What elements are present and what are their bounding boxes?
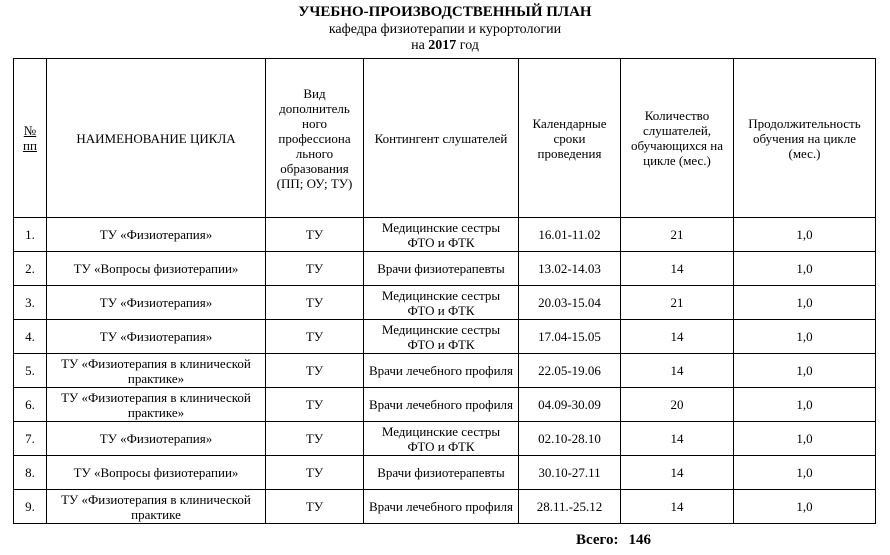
row-number-cell: 6. <box>14 388 47 422</box>
col-header-type: Вид дополнитель ного профессиона льного образования (ПП; ОУ; ТУ) <box>266 59 364 218</box>
calendar-dates-cell: 02.10-28.10 <box>519 422 621 456</box>
training-duration-cell: 1,0 <box>734 422 876 456</box>
contingent-cell: Врачи физиотерапевты <box>364 252 519 286</box>
calendar-dates-cell: 04.09-30.09 <box>519 388 621 422</box>
contingent-cell: Врачи лечебного профиля <box>364 490 519 524</box>
row-number-cell: 7. <box>14 422 47 456</box>
row-number-cell: 4. <box>14 320 47 354</box>
calendar-dates-cell: 20.03-15.04 <box>519 286 621 320</box>
table-row <box>14 422 876 456</box>
cycle-name-cell: ТУ «Вопросы физиотерапии» <box>47 456 266 490</box>
table-row <box>14 320 876 354</box>
contingent-cell: Врачи физиотерапевты <box>364 456 519 490</box>
training-duration-cell: 1,0 <box>734 320 876 354</box>
row-number-cell: 2. <box>14 252 47 286</box>
cycle-name-cell: ТУ «Физиотерапия в клинической практике» <box>47 354 266 388</box>
listener-count-cell: 14 <box>621 320 734 354</box>
listener-count-cell: 14 <box>621 422 734 456</box>
table-header-row <box>14 59 876 218</box>
education-type-cell: ТУ <box>266 252 364 286</box>
calendar-dates-cell: 16.01-11.02 <box>519 218 621 252</box>
education-type-cell: ТУ <box>266 388 364 422</box>
listener-count-cell: 14 <box>621 354 734 388</box>
table-row <box>14 218 876 252</box>
cycle-name-cell: ТУ «Физиотерапия в клинической практике» <box>47 388 266 422</box>
cycle-name-cell: ТУ «Физиотерапия» <box>47 286 266 320</box>
training-duration-cell: 1,0 <box>734 388 876 422</box>
row-number-cell: 9. <box>14 490 47 524</box>
contingent-cell: Медицинские сестры ФТО и ФТК <box>364 422 519 456</box>
listener-count-cell: 14 <box>621 456 734 490</box>
cycle-name-cell: ТУ «Физиотерапия» <box>47 422 266 456</box>
col-header-number-abbr: пп <box>23 138 37 153</box>
education-type-cell: ТУ <box>266 422 364 456</box>
listener-count-cell: 20 <box>621 388 734 422</box>
year-prefix: на <box>411 38 429 53</box>
col-header-number <box>14 59 47 218</box>
table-row <box>14 252 876 286</box>
total-label: Всего: <box>576 532 619 548</box>
row-number-cell: 3. <box>14 286 47 320</box>
listener-count-cell: 21 <box>621 218 734 252</box>
total-line <box>576 531 651 549</box>
contingent-cell: Медицинские сестры ФТО и ФТК <box>364 218 519 252</box>
training-duration-cell: 1,0 <box>734 456 876 490</box>
table-row <box>14 490 876 524</box>
department-subtitle: кафедра физиотерапии и курортологии <box>328 22 562 37</box>
calendar-dates-cell: 17.04-15.05 <box>519 320 621 354</box>
training-duration-cell: 1,0 <box>734 490 876 524</box>
table-row <box>14 456 876 490</box>
year-suffix: год <box>456 38 479 53</box>
col-header-dates: Календарные сроки проведения <box>519 59 621 218</box>
listener-count-cell: 14 <box>621 490 734 524</box>
table-row <box>14 354 876 388</box>
training-duration-cell: 1,0 <box>734 252 876 286</box>
row-number-cell: 8. <box>14 456 47 490</box>
contingent-cell: Медицинские сестры ФТО и ФТК <box>364 320 519 354</box>
contingent-cell: Врачи лечебного профиля <box>364 354 519 388</box>
listener-count-cell: 14 <box>621 252 734 286</box>
education-type-cell: ТУ <box>266 286 364 320</box>
row-number-cell: 5. <box>14 354 47 388</box>
education-type-cell: ТУ <box>266 320 364 354</box>
education-type-cell: ТУ <box>266 456 364 490</box>
training-duration-cell: 1,0 <box>734 354 876 388</box>
col-header-count: Количество слушателей, обучающихся на цикле (мес.) <box>621 59 734 218</box>
table-row <box>14 286 876 320</box>
plan-table-body <box>14 218 876 524</box>
calendar-dates-cell: 30.10-27.11 <box>519 456 621 490</box>
col-header-contingent: Контингент слушателей <box>364 59 519 218</box>
education-type-cell: ТУ <box>266 490 364 524</box>
calendar-dates-cell: 28.11.-25.12 <box>519 490 621 524</box>
total-value: 146 <box>628 532 651 548</box>
row-number-cell: 1. <box>14 218 47 252</box>
contingent-cell: Медицинские сестры ФТО и ФТК <box>364 286 519 320</box>
col-header-name: НАИМЕНОВАНИЕ ЦИКЛА <box>47 59 266 218</box>
training-duration-cell: 1,0 <box>734 218 876 252</box>
contingent-cell: Врачи лечебного профиля <box>364 388 519 422</box>
col-header-duration: Продолжительность обучения на цикле (мес.) <box>734 59 876 218</box>
training-duration-cell: 1,0 <box>734 286 876 320</box>
table-row <box>14 388 876 422</box>
listener-count-cell: 21 <box>621 286 734 320</box>
calendar-dates-cell: 13.02-14.03 <box>519 252 621 286</box>
document-title: УЧЕБНО-ПРОИЗВОДСТВЕННЫЙ ПЛАН <box>298 4 592 20</box>
education-type-cell: ТУ <box>266 354 364 388</box>
cycle-name-cell: ТУ «Физиотерапия» <box>47 218 266 252</box>
plan-year-line <box>0 38 890 53</box>
cycle-name-cell: ТУ «Вопросы физиотерапии» <box>47 252 266 286</box>
cycle-name-cell: ТУ «Физиотерапия в клинической практике <box>47 490 266 524</box>
plan-year: 2017 <box>428 38 457 53</box>
col-header-number-sign: № <box>23 123 37 138</box>
cycle-name-cell: ТУ «Физиотерапия» <box>47 320 266 354</box>
education-type-cell: ТУ <box>266 218 364 252</box>
calendar-dates-cell: 22.05-19.06 <box>519 354 621 388</box>
plan-table <box>13 58 876 524</box>
